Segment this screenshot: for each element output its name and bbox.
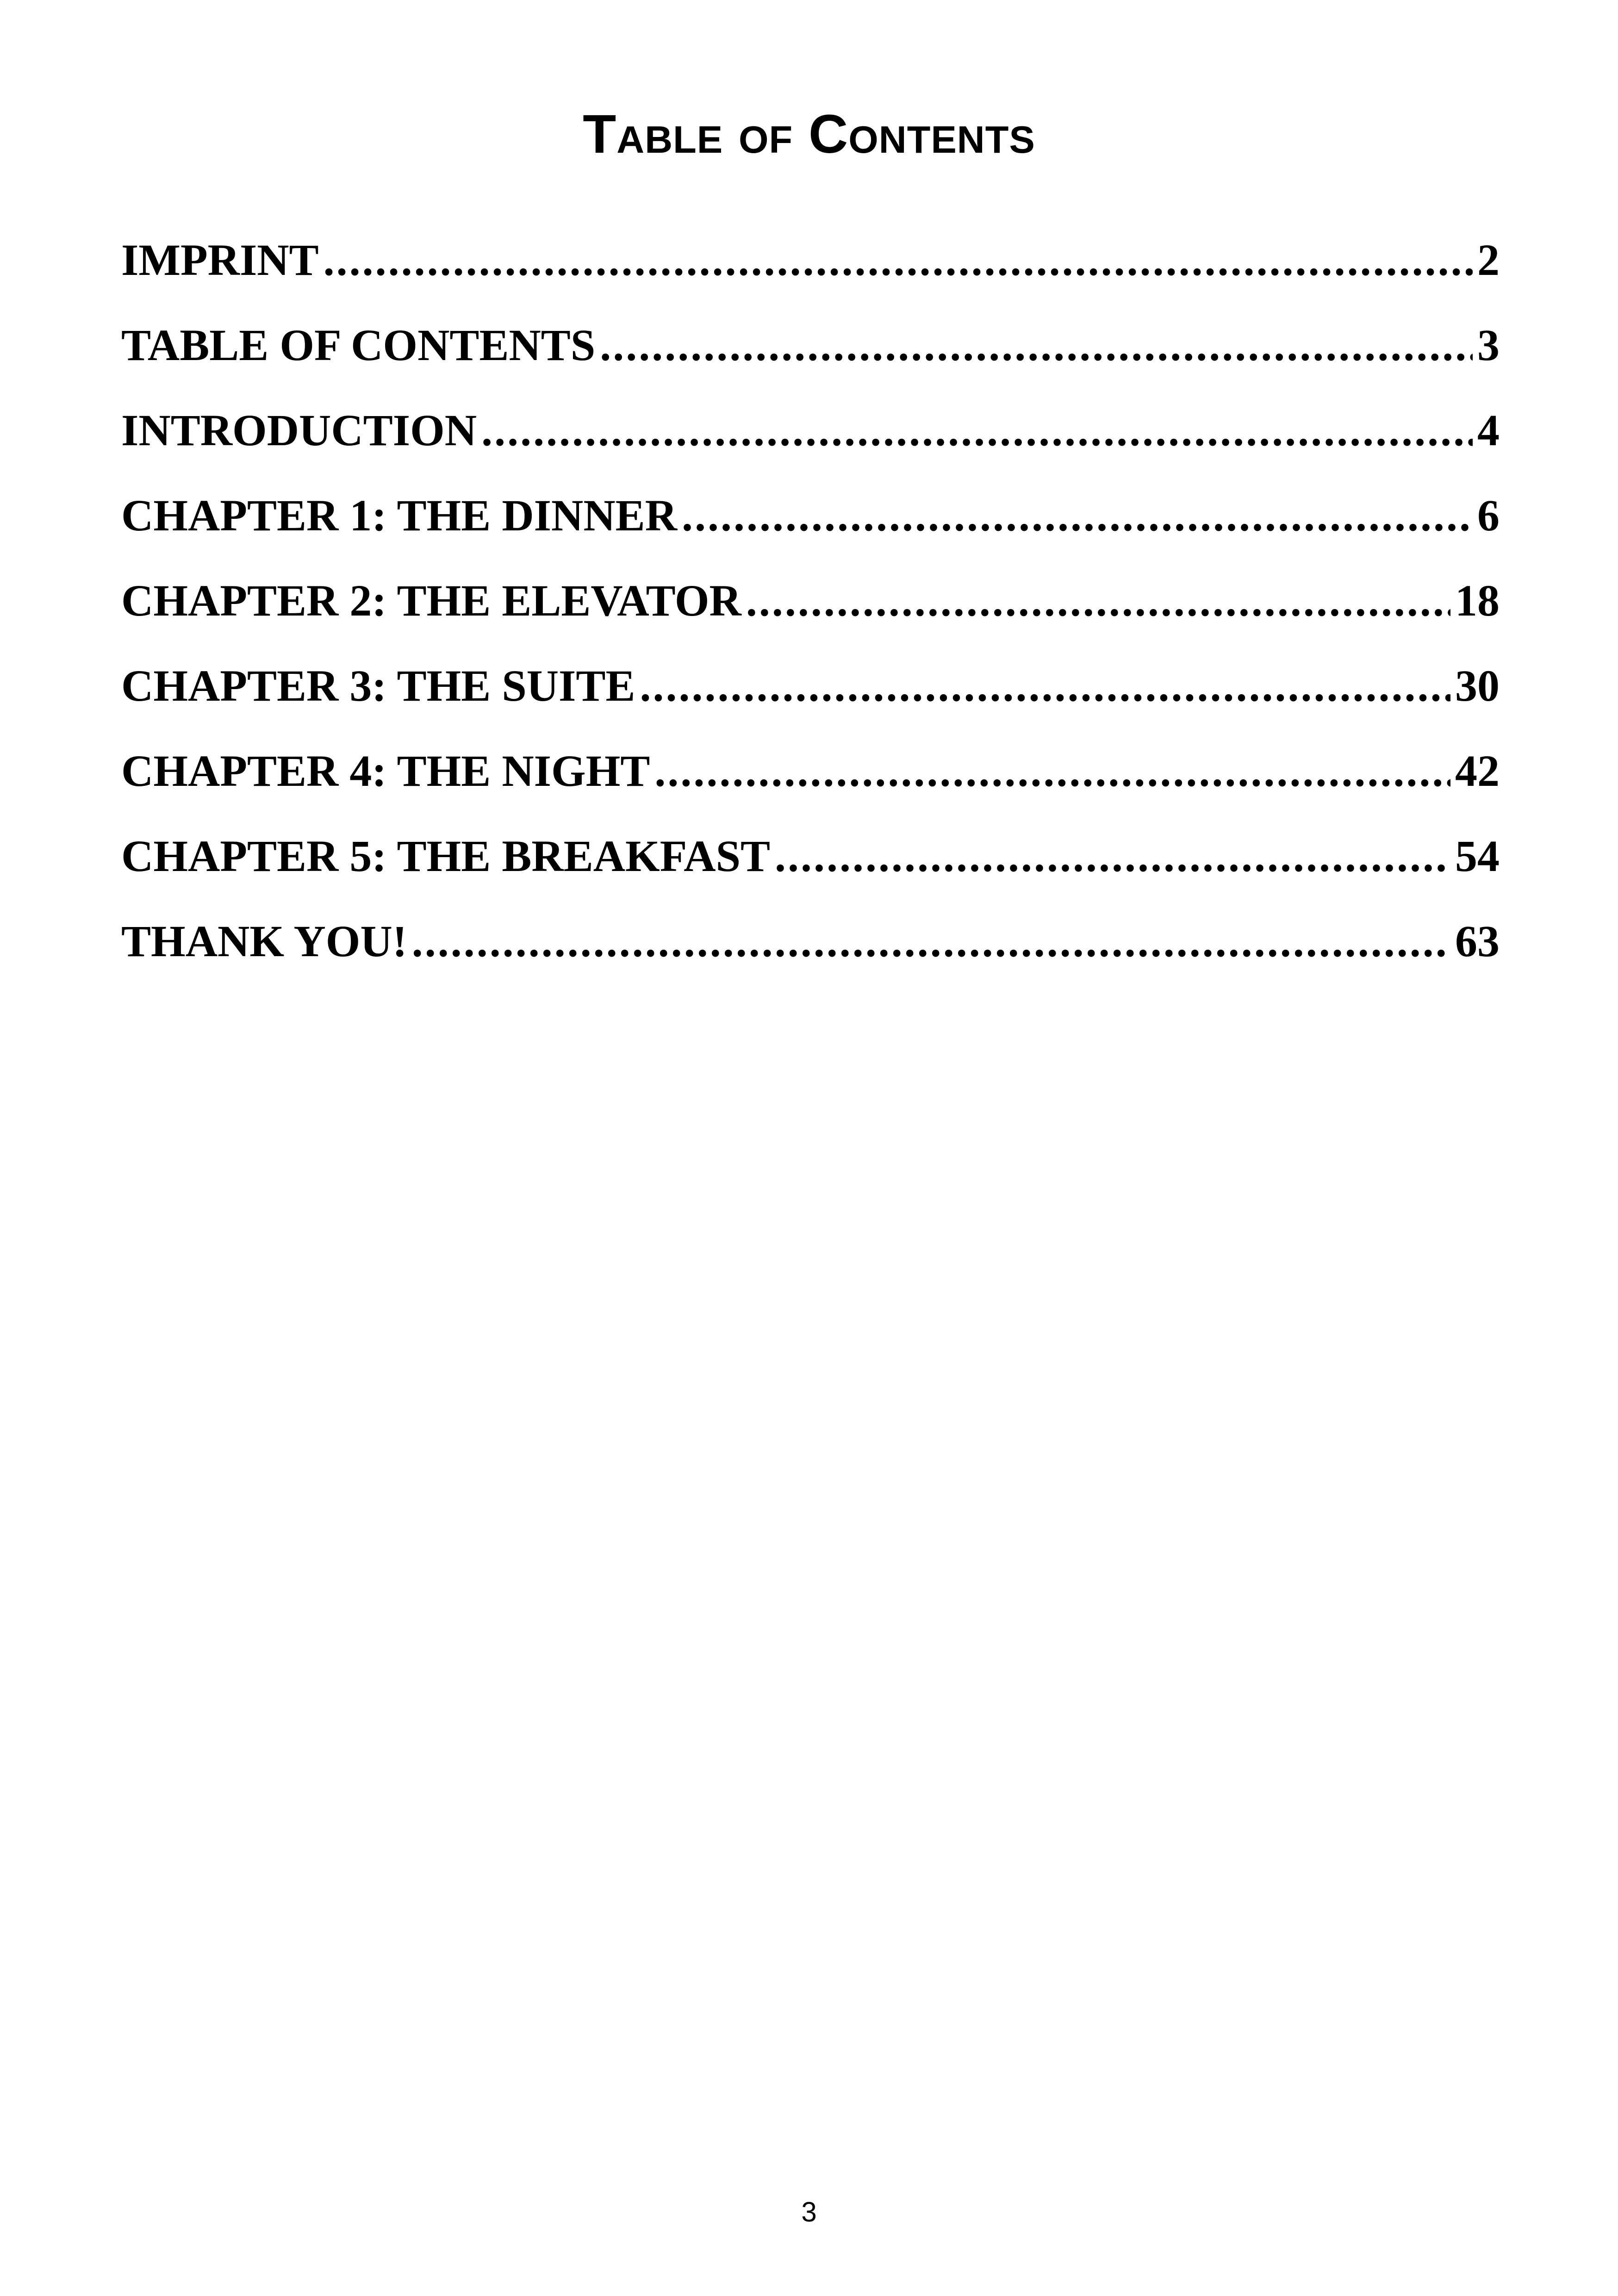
toc-entry-label: INTRODUCTION <box>121 405 477 455</box>
toc-dot-leader <box>640 643 1450 728</box>
toc-entry-page: 30 <box>1455 661 1500 710</box>
table-of-contents <box>121 218 1500 984</box>
toc-dot-leader <box>775 814 1450 899</box>
page-title: Table of Contents <box>583 104 1035 165</box>
toc-entry-page: 63 <box>1455 916 1500 966</box>
toc-entry-imprint[interactable] <box>121 218 1500 303</box>
toc-entry-table-of-contents[interactable] <box>121 303 1500 388</box>
toc-entry-page: 3 <box>1477 320 1500 370</box>
toc-dot-leader <box>746 558 1450 643</box>
toc-entry-chapter-3[interactable] <box>121 643 1500 728</box>
toc-entry-page: 2 <box>1477 235 1500 285</box>
toc-entry-page: 4 <box>1477 405 1500 455</box>
toc-entry-thank-you[interactable] <box>121 899 1500 984</box>
toc-entry-label: CHAPTER 4: THE NIGHT <box>121 746 650 796</box>
toc-entry-page: 42 <box>1455 746 1500 796</box>
toc-entry-label: TABLE OF CONTENTS <box>121 320 596 370</box>
toc-entry-label: THANK YOU! <box>121 916 407 966</box>
page-number: 3 <box>801 2196 817 2228</box>
toc-dot-leader <box>412 899 1450 984</box>
toc-entry-label: CHAPTER 1: THE DINNER <box>121 491 678 540</box>
toc-entry-label: CHAPTER 3: THE SUITE <box>121 661 635 710</box>
toc-entry-page: 18 <box>1455 576 1500 625</box>
toc-dot-leader <box>481 388 1473 473</box>
toc-entry-label: CHAPTER 5: THE BREAKFAST <box>121 831 770 881</box>
toc-entry-label: CHAPTER 2: THE ELEVATOR <box>121 576 741 625</box>
toc-entry-chapter-4[interactable] <box>121 728 1500 814</box>
toc-entry-chapter-1[interactable] <box>121 473 1500 558</box>
toc-entry-page: 6 <box>1477 491 1500 540</box>
toc-dot-leader <box>682 473 1473 558</box>
toc-entry-label: IMPRINT <box>121 235 319 285</box>
toc-entry-page: 54 <box>1455 831 1500 881</box>
toc-entry-chapter-5[interactable] <box>121 814 1500 899</box>
toc-dot-leader <box>600 303 1473 388</box>
toc-dot-leader <box>654 728 1450 814</box>
toc-entry-introduction[interactable] <box>121 388 1500 473</box>
toc-entry-chapter-2[interactable] <box>121 558 1500 643</box>
toc-dot-leader <box>324 218 1473 303</box>
